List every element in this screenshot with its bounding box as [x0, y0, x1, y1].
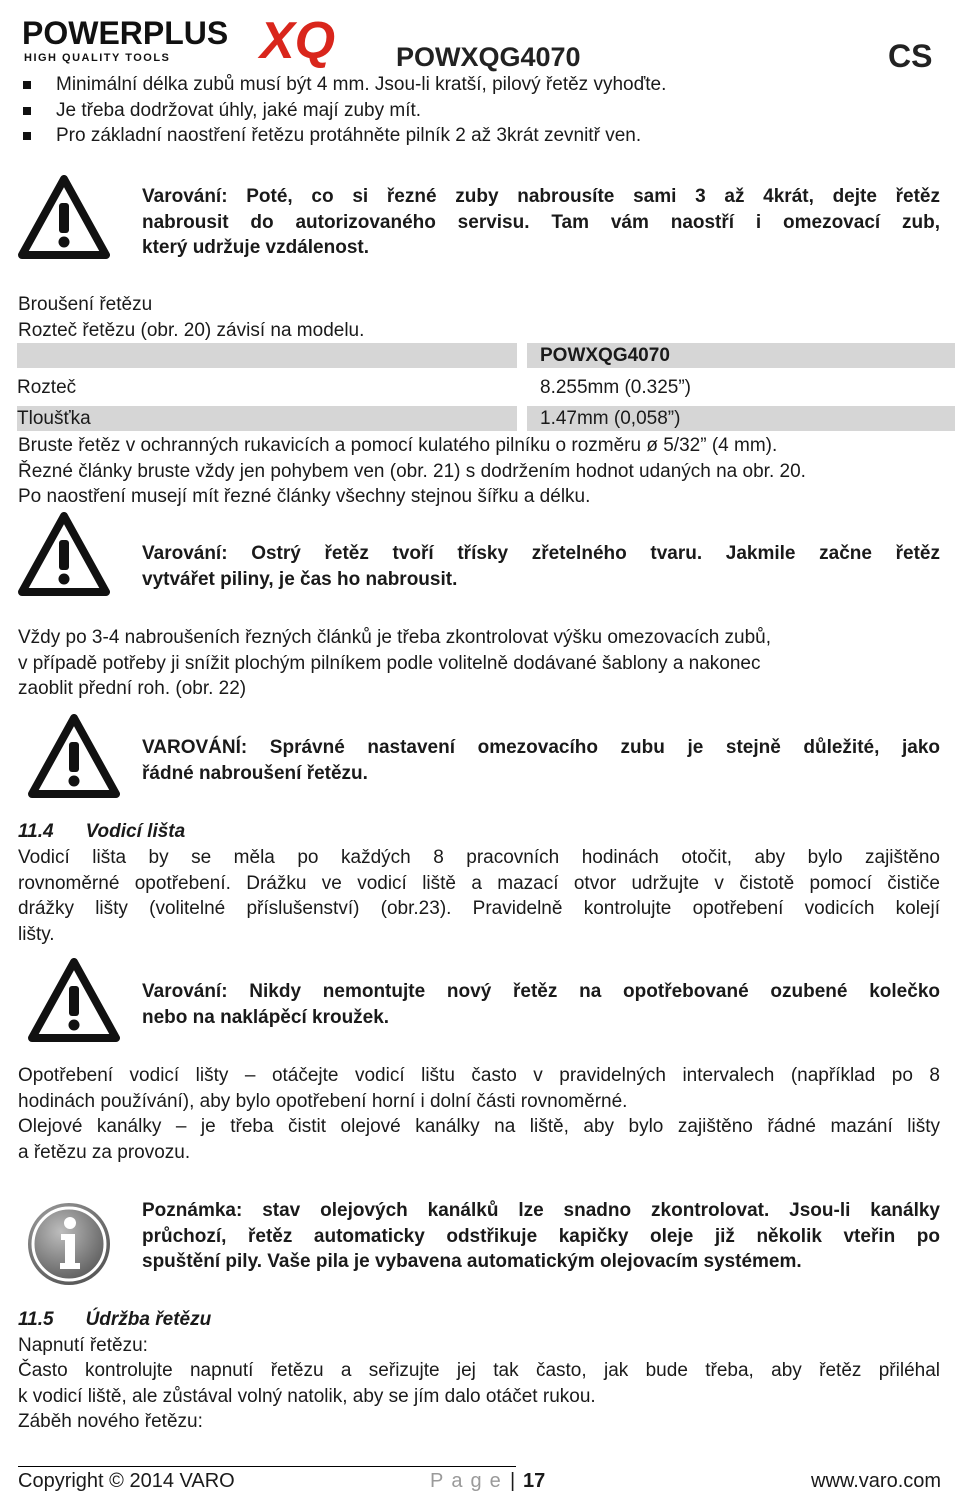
info-icon [26, 1201, 112, 1287]
logo-brand-text: POWERPLUS [22, 15, 229, 51]
footer-page-word: Page [430, 1470, 509, 1492]
square-bullet-icon [23, 81, 31, 89]
warning-sharpening-service: Varování: Poté, co si řezné zuby nabrousíte sami 3 až 4krát, dejte řetěz nabrousit do autorizovaného servisu. Tam vám naostří i omezovací zub, který udržuje vzdálenost. [142, 186, 940, 258]
section-title-sharpening: Broušení řetězu [18, 294, 153, 315]
section-heading-guide-bar: 11.4 Vodicí lišta [18, 821, 186, 842]
spec-table-model: POWXQG4070 [540, 345, 670, 366]
warning-worn-sprocket: Varování: Nikdy nemontujte nový řetěz na opotřebované ozubené kolečko nebo na naklápěcí kroužek. [142, 981, 940, 1028]
depth-gauge-paragraph: Vždy po 3-4 nabroušeních řezných článků je třeba zkontrolovat výšku omezovacích zubů, v případě potřeby ji snížit plochým pilníkem podle volitelně dodávané šablony a nakonec zaoblit přední roh. (obr. 22) [18, 627, 772, 699]
section-heading-chain-maintenance: 11.5 Údržba řetězu [18, 1309, 212, 1330]
header-model: POWXQG4070 [396, 42, 581, 72]
logo-sub-text: HIGH QUALITY TOOLS [24, 52, 171, 64]
table-row [17, 375, 955, 400]
warning-triangle-icon [28, 714, 120, 798]
logo-mark-text: XQ [260, 12, 336, 68]
square-bullet-icon [23, 132, 31, 140]
footer-page-number: 17 [523, 1470, 546, 1492]
subheading-chain-break-in: Záběh nového řetězu: [18, 1411, 203, 1432]
square-bullet-icon [23, 107, 31, 115]
list-item: Minimální délka zubů musí být 4 mm. Jsou-li kratší, pilový řetěz vyhoďte. [20, 72, 920, 98]
table-row [17, 406, 955, 431]
guide-bar-paragraph: Vodicí lišta by se měla po každých 8 pracovních hodinách otočit, aby bylo zajištěno rovnoměrné opotřebení. Drážku ve vodicí liště a mazací otvor udržujte v čistotě pomocí čističe drážky lišty (volitelné příslušenství) (obr.23). Pravidelně kontrolujte opotřebení vodicích kolejí lišty. [18, 847, 940, 945]
warning-depth-gauge: VAROVÁNÍ: Správné nastavení omezovacího zubu je stejně důležité, jako řádné nabroušení řetězu. [142, 737, 940, 784]
footer-divider [18, 1466, 516, 1467]
spec-value-pitch: 8.255mm (0.325”) [540, 377, 692, 398]
spec-value-gauge: 1.47mm (0,058”) [540, 408, 681, 429]
sharpening-instructions: Bruste řetěz v ochranných rukavicích a pomocí kulatého pilníku o rozměru ø 5/32” (4 mm). Řezné články bruste vždy jen pohybem ven (obr. 21) s dodržením hodnot udaných na obr. 20. Po naostření musejí mít řezné články všechny stejnou šířku a délku. [18, 435, 806, 507]
warning-triangle-icon [28, 958, 120, 1042]
footer-page-separator: | [510, 1470, 516, 1492]
list-item: Pro základní naostření řetězu protáhněte pilník 2 až 3krát zevnitř ven. [20, 123, 920, 149]
warning-triangle-icon [18, 512, 110, 596]
note-oil-channels: Poznámka: stav olejových kanálků lze snadno zkontrolovat. Jsou-li kanálky průchozí, řetěz automaticky odstřikuje kapičky oleje již několik vteřin po spuštění pily. Vaše pila je vybavena automatickým olejovacím systémem. [142, 1200, 940, 1272]
guide-bar-wear-paragraph: Opotřebení vodicí lišty – otáčejte vodicí lištu často v pravidelných intervalech (například po 8 hodinách používání), aby bylo opotřebení horní i dolní části rovnoměrné. Olejové kanálky – je třeba čistit olejové kanálky na liště, aby bylo zajištěno řádné mazání lišty a řetězu za provozu. [18, 1065, 940, 1163]
powerplus-logo [22, 8, 357, 68]
sharpening-intro: Rozteč řetězu (obr. 20) závisí na modelu. [18, 320, 365, 341]
chain-tension-paragraph: Často kontrolujte napnutí řetězu a seřizujte jej tak často, jak bude třeba, aby řetěz přiléhal k vodicí liště, ale zůstával volný natolik, aby se jím dalo otáčet rukou. [18, 1360, 940, 1407]
spec-label-pitch: Rozteč [17, 377, 77, 398]
requirements-list [20, 72, 920, 149]
spec-label-gauge: Tloušťka [17, 408, 91, 429]
language-code: CS [888, 38, 933, 74]
warning-sharp-chain: Varování: Ostrý řetěz tvoří třísky zřetelného tvaru. Jakmile začne řetěz vytvářet piliny, je čas ho nabrousit. [142, 543, 940, 590]
subheading-chain-tension: Napnutí řetězu: [18, 1335, 148, 1356]
footer-copyright: Copyright © 2014 VARO [18, 1470, 235, 1492]
spec-table-header [17, 343, 955, 368]
list-item: Je třeba dodržovat úhly, jaké mají zuby mít. [20, 98, 920, 124]
warning-triangle-icon [18, 175, 110, 259]
footer-website-link[interactable]: www.varo.com [811, 1470, 942, 1492]
